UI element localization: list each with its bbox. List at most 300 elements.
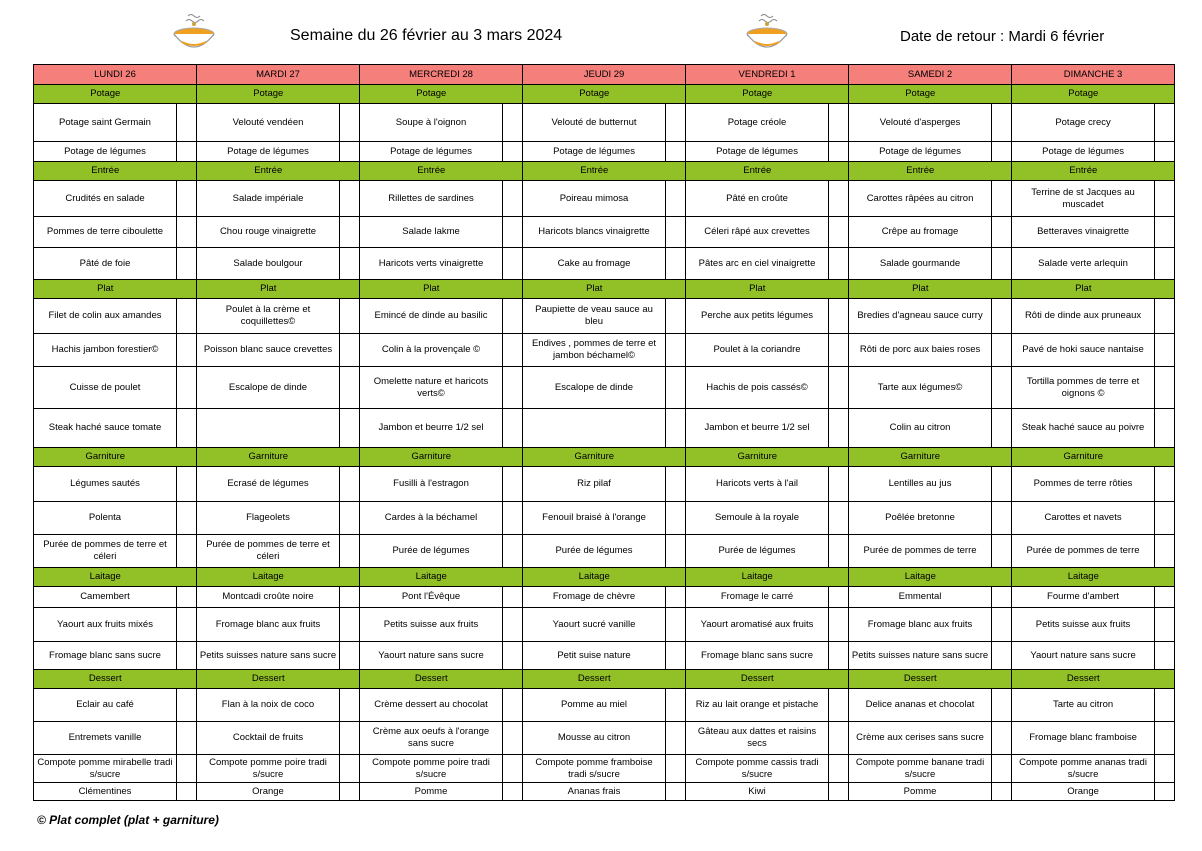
choice-box[interactable] <box>666 104 686 142</box>
choice-box[interactable] <box>177 248 197 280</box>
menu-item: Terrine de st Jacques au muscadet <box>1012 181 1155 217</box>
choice-box[interactable] <box>503 217 523 248</box>
menu-item: Colin au citron <box>849 409 992 448</box>
menu-item: Montcadi croûte noire <box>197 587 340 608</box>
menu-row <box>34 783 1175 801</box>
menu-item: Emincé de dinde au basilic <box>360 299 503 334</box>
choice-box[interactable] <box>503 587 523 608</box>
section-label-spacer <box>340 85 360 104</box>
menu-item: Fusilli à l'estragon <box>360 467 503 502</box>
menu-item: Petit suise nature <box>523 642 666 670</box>
choice-box[interactable] <box>1155 502 1175 535</box>
menu-item: Escalope de dinde <box>523 367 666 409</box>
choice-box[interactable] <box>177 104 197 142</box>
menu-item: Hachis de pois cassés© <box>686 367 829 409</box>
menu-item: Emmental <box>849 587 992 608</box>
section-label-spacer <box>340 448 360 467</box>
choice-box[interactable] <box>666 467 686 502</box>
choice-box[interactable] <box>1155 367 1175 409</box>
menu-item: Cardes à la béchamel <box>360 502 503 535</box>
menu-item: Tarte au citron <box>1012 689 1155 722</box>
choice-box[interactable] <box>340 467 360 502</box>
section-label-spacer <box>992 568 1012 587</box>
choice-box[interactable] <box>503 248 523 280</box>
menu-item: Soupe à l'oignon <box>360 104 503 142</box>
menu-item: Delice ananas et chocolat <box>849 689 992 722</box>
choice-box[interactable] <box>177 587 197 608</box>
menu-item: Compote pomme cassis tradi s/sucre <box>686 755 829 783</box>
section-label-spacer <box>1155 162 1175 181</box>
menu-row <box>34 467 1175 502</box>
choice-box[interactable] <box>1155 535 1175 568</box>
menu-item: Velouté vendéen <box>197 104 340 142</box>
choice-box[interactable] <box>992 722 1012 755</box>
menu-item: Céleri râpé aux crevettes <box>686 217 829 248</box>
menu-row <box>34 142 1175 162</box>
choice-box[interactable] <box>340 181 360 217</box>
choice-box[interactable] <box>992 642 1012 670</box>
menu-item: Petits suisse aux fruits <box>360 608 503 642</box>
choice-box[interactable] <box>177 142 197 162</box>
choice-box[interactable] <box>177 181 197 217</box>
menu-item: Rôti de porc aux baies roses <box>849 334 992 367</box>
choice-box[interactable] <box>340 217 360 248</box>
section-label-spacer <box>829 670 849 689</box>
choice-box[interactable] <box>1155 608 1175 642</box>
soup-bowl-icon <box>172 12 216 56</box>
menu-item: Pommes de terre rôties <box>1012 467 1155 502</box>
choice-box[interactable] <box>1155 587 1175 608</box>
menu-item: Filet de colin aux amandes <box>34 299 177 334</box>
footnote: © Plat complet (plat + garniture) <box>37 813 219 827</box>
choice-box[interactable] <box>503 104 523 142</box>
choice-box[interactable] <box>1155 783 1175 801</box>
choice-box[interactable] <box>992 535 1012 568</box>
choice-box[interactable] <box>829 502 849 535</box>
choice-box[interactable] <box>829 783 849 801</box>
choice-box[interactable] <box>829 689 849 722</box>
choice-box[interactable] <box>1155 334 1175 367</box>
page-title: Semaine du 26 février au 3 mars 2024 <box>290 27 563 44</box>
choice-box[interactable] <box>666 755 686 783</box>
choice-box[interactable] <box>1155 299 1175 334</box>
section-label: Garniture <box>849 448 992 467</box>
menu-item: Velouté d'asperges <box>849 104 992 142</box>
menu-item: Perche aux petits légumes <box>686 299 829 334</box>
choice-box[interactable] <box>1155 248 1175 280</box>
choice-box[interactable] <box>1155 217 1175 248</box>
choice-box[interactable] <box>829 142 849 162</box>
choice-box[interactable] <box>1155 409 1175 448</box>
menu-item: Crème aux oeufs à l'orange sans sucre <box>360 722 503 755</box>
day-header-row <box>34 65 1175 85</box>
menu-item: Tortilla pommes de terre et oignons © <box>1012 367 1155 409</box>
choice-box[interactable] <box>503 367 523 409</box>
choice-box[interactable] <box>666 608 686 642</box>
choice-box[interactable] <box>177 722 197 755</box>
choice-box[interactable] <box>666 535 686 568</box>
menu-item: Rôti de dinde aux pruneaux <box>1012 299 1155 334</box>
menu-item: Compote pomme poire tradi s/sucre <box>197 755 340 783</box>
section-label-spacer <box>503 280 523 299</box>
menu-row <box>34 502 1175 535</box>
menu-row <box>34 722 1175 755</box>
section-label: Laitage <box>1012 568 1155 587</box>
choice-box[interactable] <box>340 142 360 162</box>
choice-box[interactable] <box>340 535 360 568</box>
choice-box[interactable] <box>992 142 1012 162</box>
choice-box[interactable] <box>829 608 849 642</box>
menu-item <box>523 409 666 448</box>
section-label-spacer <box>177 568 197 587</box>
section-label-spacer <box>503 670 523 689</box>
choice-box[interactable] <box>177 502 197 535</box>
menu-item: Cake au fromage <box>523 248 666 280</box>
day-header: JEUDI 29 <box>523 65 686 85</box>
choice-box[interactable] <box>340 409 360 448</box>
menu-row <box>34 642 1175 670</box>
section-label-spacer <box>1155 448 1175 467</box>
section-label: Plat <box>686 280 829 299</box>
choice-box[interactable] <box>666 142 686 162</box>
choice-box[interactable] <box>1155 755 1175 783</box>
choice-box[interactable] <box>1155 689 1175 722</box>
menu-item: Yaourt sucré vanille <box>523 608 666 642</box>
section-label: Laitage <box>197 568 340 587</box>
menu-item: Salade verte arlequin <box>1012 248 1155 280</box>
choice-box[interactable] <box>1155 104 1175 142</box>
menu-row <box>34 535 1175 568</box>
choice-box[interactable] <box>177 783 197 801</box>
menu-item: Purée de pommes de terre et céleri <box>197 535 340 568</box>
choice-box[interactable] <box>992 217 1012 248</box>
menu-row <box>34 334 1175 367</box>
menu-table <box>33 64 1175 801</box>
choice-box[interactable] <box>340 689 360 722</box>
section-label-spacer <box>829 162 849 181</box>
menu-item: Potage de légumes <box>34 142 177 162</box>
choice-box[interactable] <box>340 755 360 783</box>
choice-box[interactable] <box>1155 142 1175 162</box>
choice-box[interactable] <box>1155 642 1175 670</box>
day-header: MERCREDI 28 <box>360 65 523 85</box>
choice-box[interactable] <box>177 299 197 334</box>
section-label: Plat <box>360 280 503 299</box>
section-label: Garniture <box>686 448 829 467</box>
section-label: Potage <box>197 85 340 104</box>
choice-box[interactable] <box>503 467 523 502</box>
menu-item: Velouté de butternut <box>523 104 666 142</box>
menu-row <box>34 181 1175 217</box>
choice-box[interactable] <box>503 689 523 722</box>
day-header: LUNDI 26 <box>34 65 197 85</box>
choice-box[interactable] <box>992 248 1012 280</box>
choice-box[interactable] <box>340 642 360 670</box>
choice-box[interactable] <box>666 642 686 670</box>
menu-item: Fromage blanc aux fruits <box>849 608 992 642</box>
section-label: Garniture <box>1012 448 1155 467</box>
menu-item: Petits suisses nature sans sucre <box>849 642 992 670</box>
menu-item: Bredies d'agneau sauce curry <box>849 299 992 334</box>
section-label-spacer <box>992 85 1012 104</box>
choice-box[interactable] <box>829 467 849 502</box>
section-header-row <box>34 280 1175 299</box>
choice-box[interactable] <box>340 299 360 334</box>
menu-item: Pont l'Évêque <box>360 587 503 608</box>
choice-box[interactable] <box>340 334 360 367</box>
choice-box[interactable] <box>177 535 197 568</box>
day-header: DIMANCHE 3 <box>1012 65 1175 85</box>
menu-item: Ananas frais <box>523 783 666 801</box>
section-label-spacer <box>340 670 360 689</box>
choice-box[interactable] <box>177 689 197 722</box>
menu-item: Jambon et beurre 1/2 sel <box>360 409 503 448</box>
choice-box[interactable] <box>829 248 849 280</box>
menu-item: Fromage blanc framboise <box>1012 722 1155 755</box>
section-label-spacer <box>177 85 197 104</box>
choice-box[interactable] <box>829 217 849 248</box>
menu-item: Purée de légumes <box>523 535 666 568</box>
menu-item: Crêpe au fromage <box>849 217 992 248</box>
menu-item: Gâteau aux dattes et raisins secs <box>686 722 829 755</box>
section-label: Laitage <box>360 568 503 587</box>
menu-item: Poireau mimosa <box>523 181 666 217</box>
choice-box[interactable] <box>177 334 197 367</box>
section-label: Dessert <box>34 670 177 689</box>
menu-item: Cuisse de poulet <box>34 367 177 409</box>
choice-box[interactable] <box>829 642 849 670</box>
choice-box[interactable] <box>992 608 1012 642</box>
choice-box[interactable] <box>503 299 523 334</box>
choice-box[interactable] <box>503 334 523 367</box>
section-label: Entrée <box>849 162 992 181</box>
section-label: Potage <box>849 85 992 104</box>
menu-item: Carottes et navets <box>1012 502 1155 535</box>
choice-box[interactable] <box>829 587 849 608</box>
choice-box[interactable] <box>340 722 360 755</box>
choice-box[interactable] <box>340 248 360 280</box>
choice-box[interactable] <box>340 104 360 142</box>
menu-row <box>34 217 1175 248</box>
menu-row <box>34 248 1175 280</box>
menu-item: Compote pomme mirabelle tradi s/sucre <box>34 755 177 783</box>
soup-bowl-icon <box>745 12 789 56</box>
section-label: Entrée <box>1012 162 1155 181</box>
choice-box[interactable] <box>992 755 1012 783</box>
section-label-spacer <box>503 448 523 467</box>
menu-item: Yaourt aromatisé aux fruits <box>686 608 829 642</box>
menu-item: Poulet à la coriandre <box>686 334 829 367</box>
menu-item: Fourme d'ambert <box>1012 587 1155 608</box>
day-header: MARDI 27 <box>197 65 360 85</box>
choice-box[interactable] <box>666 587 686 608</box>
section-label-spacer <box>992 448 1012 467</box>
section-label: Entrée <box>523 162 666 181</box>
choice-box[interactable] <box>829 299 849 334</box>
section-label: Laitage <box>686 568 829 587</box>
choice-box[interactable] <box>666 181 686 217</box>
section-label-spacer <box>666 162 686 181</box>
menu-item: Poêlée bretonne <box>849 502 992 535</box>
menu-item: Semoule à la royale <box>686 502 829 535</box>
choice-box[interactable] <box>340 367 360 409</box>
choice-box[interactable] <box>992 783 1012 801</box>
menu-item: Fromage blanc sans sucre <box>686 642 829 670</box>
choice-box[interactable] <box>503 722 523 755</box>
choice-box[interactable] <box>992 689 1012 722</box>
choice-box[interactable] <box>177 642 197 670</box>
menu-item: Fromage blanc sans sucre <box>34 642 177 670</box>
menu-item: Fromage le carré <box>686 587 829 608</box>
menu-item: Jambon et beurre 1/2 sel <box>686 409 829 448</box>
menu-item: Pomme <box>360 783 503 801</box>
section-label-spacer <box>666 448 686 467</box>
choice-box[interactable] <box>666 722 686 755</box>
menu-item: Crudités en salade <box>34 181 177 217</box>
choice-box[interactable] <box>177 755 197 783</box>
section-label: Plat <box>34 280 177 299</box>
menu-item: Potage de légumes <box>1012 142 1155 162</box>
choice-box[interactable] <box>992 467 1012 502</box>
choice-box[interactable] <box>666 689 686 722</box>
choice-box[interactable] <box>666 334 686 367</box>
menu-row <box>34 755 1175 783</box>
choice-box[interactable] <box>503 608 523 642</box>
menu-item: Compote pomme poire tradi s/sucre <box>360 755 503 783</box>
menu-item: Steak haché sauce tomate <box>34 409 177 448</box>
section-label-spacer <box>340 162 360 181</box>
section-label-spacer <box>177 280 197 299</box>
menu-item: Poisson blanc sauce crevettes <box>197 334 340 367</box>
menu-item: Légumes sautés <box>34 467 177 502</box>
choice-box[interactable] <box>829 104 849 142</box>
choice-box[interactable] <box>503 535 523 568</box>
choice-box[interactable] <box>503 783 523 801</box>
choice-box[interactable] <box>829 367 849 409</box>
section-label-spacer <box>1155 568 1175 587</box>
section-label: Plat <box>1012 280 1155 299</box>
choice-box[interactable] <box>992 181 1012 217</box>
menu-item: Potage de légumes <box>686 142 829 162</box>
section-header-row <box>34 670 1175 689</box>
choice-box[interactable] <box>666 502 686 535</box>
menu-item: Purée de pommes de terre <box>849 535 992 568</box>
choice-box[interactable] <box>177 608 197 642</box>
menu-item: Potage de légumes <box>523 142 666 162</box>
choice-box[interactable] <box>666 367 686 409</box>
choice-box[interactable] <box>503 642 523 670</box>
menu-item: Salade lakme <box>360 217 503 248</box>
section-label-spacer <box>992 670 1012 689</box>
choice-box[interactable] <box>340 502 360 535</box>
menu-item: Purée de légumes <box>360 535 503 568</box>
section-label: Garniture <box>360 448 503 467</box>
section-label-spacer <box>177 670 197 689</box>
day-header: VENDREDI 1 <box>686 65 849 85</box>
section-label: Garniture <box>197 448 340 467</box>
choice-box[interactable] <box>829 334 849 367</box>
choice-box[interactable] <box>992 502 1012 535</box>
choice-box[interactable] <box>666 299 686 334</box>
choice-box[interactable] <box>829 755 849 783</box>
section-label: Laitage <box>849 568 992 587</box>
section-label-spacer <box>829 85 849 104</box>
choice-box[interactable] <box>829 409 849 448</box>
menu-item: Potage crecy <box>1012 104 1155 142</box>
choice-box[interactable] <box>1155 181 1175 217</box>
section-label: Laitage <box>34 568 177 587</box>
choice-box[interactable] <box>340 587 360 608</box>
section-header-row <box>34 162 1175 181</box>
menu-item: Potage de légumes <box>360 142 503 162</box>
menu-item: Paupiette de veau sauce au bleu <box>523 299 666 334</box>
menu-item: Tarte aux légumes© <box>849 367 992 409</box>
choice-box[interactable] <box>503 502 523 535</box>
choice-box[interactable] <box>666 783 686 801</box>
menu-item: Steak haché sauce au poivre <box>1012 409 1155 448</box>
choice-box[interactable] <box>503 142 523 162</box>
menu-item: Chou rouge vinaigrette <box>197 217 340 248</box>
menu-item: Pâtes arc en ciel vinaigrette <box>686 248 829 280</box>
menu-item: Riz pilaf <box>523 467 666 502</box>
menu-item: Salade gourmande <box>849 248 992 280</box>
choice-box[interactable] <box>992 104 1012 142</box>
choice-box[interactable] <box>503 409 523 448</box>
menu-item: Yaourt aux fruits mixés <box>34 608 177 642</box>
choice-box[interactable] <box>992 409 1012 448</box>
section-label: Entrée <box>34 162 177 181</box>
section-label-spacer <box>503 162 523 181</box>
menu-row <box>34 689 1175 722</box>
section-label: Plat <box>849 280 992 299</box>
choice-box[interactable] <box>666 409 686 448</box>
menu-item: Flageolets <box>197 502 340 535</box>
choice-box[interactable] <box>177 409 197 448</box>
choice-box[interactable] <box>992 334 1012 367</box>
choice-box[interactable] <box>503 755 523 783</box>
choice-box[interactable] <box>829 181 849 217</box>
choice-box[interactable] <box>992 299 1012 334</box>
choice-box[interactable] <box>829 535 849 568</box>
choice-box[interactable] <box>992 587 1012 608</box>
choice-box[interactable] <box>340 608 360 642</box>
section-label: Entrée <box>197 162 340 181</box>
choice-box[interactable] <box>177 467 197 502</box>
section-label: Plat <box>197 280 340 299</box>
section-label-spacer <box>1155 280 1175 299</box>
choice-box[interactable] <box>177 217 197 248</box>
choice-box[interactable] <box>992 367 1012 409</box>
menu-item: Riz au lait orange et pistache <box>686 689 829 722</box>
choice-box[interactable] <box>340 783 360 801</box>
choice-box[interactable] <box>666 248 686 280</box>
section-label-spacer <box>503 568 523 587</box>
menu-item: Poulet à la crème et coquillettes© <box>197 299 340 334</box>
section-label-spacer <box>992 280 1012 299</box>
choice-box[interactable] <box>1155 722 1175 755</box>
menu-item: Ecrasé de légumes <box>197 467 340 502</box>
choice-box[interactable] <box>1155 467 1175 502</box>
menu-item: Haricots blancs vinaigrette <box>523 217 666 248</box>
section-label: Potage <box>523 85 666 104</box>
menu-row <box>34 608 1175 642</box>
menu-item: Haricots verts à l'ail <box>686 467 829 502</box>
choice-box[interactable] <box>503 181 523 217</box>
choice-box[interactable] <box>177 367 197 409</box>
menu-item: Pommes de terre ciboulette <box>34 217 177 248</box>
choice-box[interactable] <box>666 217 686 248</box>
choice-box[interactable] <box>829 722 849 755</box>
